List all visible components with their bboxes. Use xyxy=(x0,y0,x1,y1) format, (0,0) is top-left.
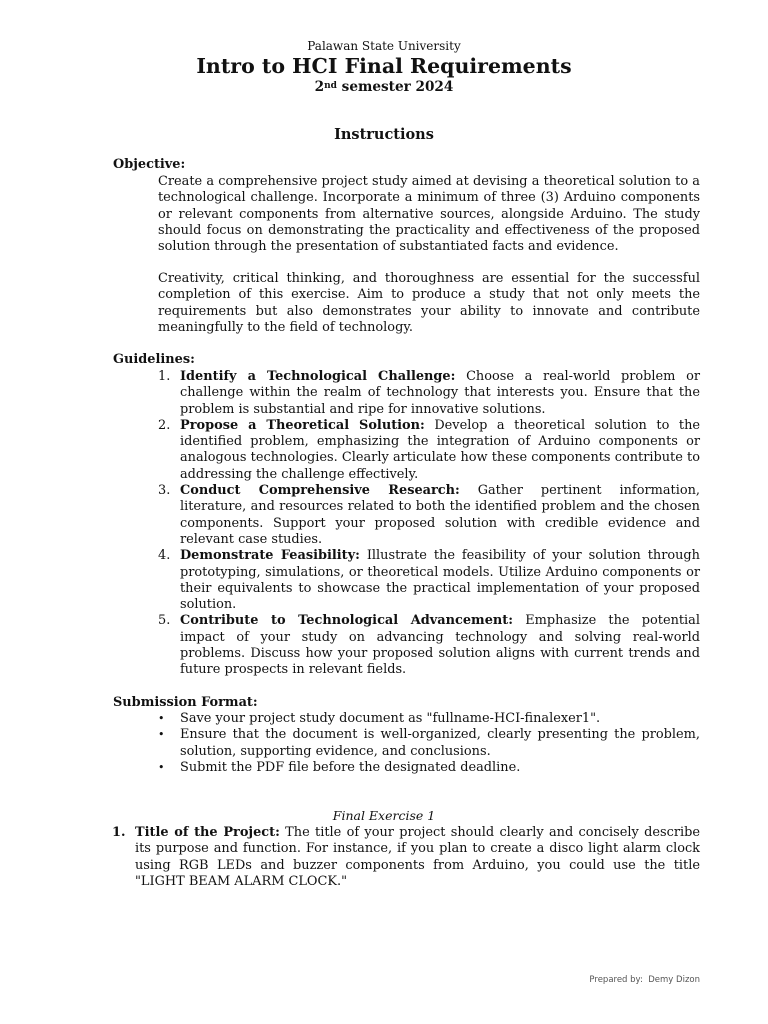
objective-paragraph-2: Creativity, critical thinking, and thoroughness are essential for the successful completion of this exercise. Aim to produce a study that not only meets the requirements but also demonstrates your ability to innovate and contribute meaningfully to the field of technology. xyxy=(158,271,700,335)
document-title: Intro to HCI Final Requirements xyxy=(196,54,572,78)
guideline-text: Develop a theoretical solution to the identified problem, emphasizing the integration of Arduino components or analogous technologies. Clearly articulate how these components contribute to addressing the challenge effectively. xyxy=(180,417,700,482)
objective-label: Objective: xyxy=(113,157,186,172)
submission-list xyxy=(158,711,700,776)
submission-label: Submission Format: xyxy=(113,695,258,710)
final-exercise-item-number: 1. xyxy=(112,825,126,840)
guidelines-label: Guidelines: xyxy=(113,352,195,367)
guideline-title: Demonstrate Feasibility: xyxy=(180,548,360,564)
final-exercise-item-title: Title of the Project: xyxy=(135,825,280,840)
guideline-item xyxy=(158,483,700,548)
guideline-number: 3. xyxy=(158,483,171,499)
semester-suffix: nd xyxy=(324,81,337,91)
submission-text: Submit the PDF file before the designated deadline. xyxy=(180,759,521,775)
instructions-heading: Instructions xyxy=(334,126,434,143)
final-exercise-item-text: The title of your project should clearly and concisely describe its purpose and function. For instance, if you plan to create a disco light alarm clock using RGB LEDs and buzzer components from Arduino, you could use the title "LIGHT BEAM ALARM CLOCK." xyxy=(135,825,701,889)
guideline-title: Conduct Comprehensive Research: xyxy=(180,483,460,499)
guideline-title: Identify a Technological Challenge: xyxy=(180,369,456,384)
submission-text: Ensure that the document is well-organized, clearly presenting the problem, solution, supporting evidence, and conclusions. xyxy=(180,727,700,759)
bullet-icon: • xyxy=(158,712,165,725)
university-name: Palawan State University xyxy=(307,39,461,53)
submission-item xyxy=(158,759,700,776)
prepared-by xyxy=(589,975,700,985)
semester-ordinal: 2 xyxy=(314,79,325,95)
bullet-icon: • xyxy=(158,728,165,742)
submission-item xyxy=(158,711,700,727)
submission-item xyxy=(158,727,700,760)
guideline-item xyxy=(158,369,700,418)
guideline-text: Emphasize the potential impact of your study on advancing technology and solving real-world problems. Discuss how your proposed solution aligns with current trends and future prospects in relevant fields. xyxy=(180,613,700,678)
guideline-number: 1. xyxy=(158,369,171,384)
guideline-number: 5. xyxy=(158,613,171,629)
guideline-item xyxy=(158,548,700,613)
guideline-text: Choose a real-world problem or challenge within the realm of technology that interests you. Ensure that the problem is substantial and ripe for innovative solutions. xyxy=(180,369,700,417)
semester-rest: semester 2024 xyxy=(336,79,454,95)
final-exercise-item xyxy=(135,825,700,890)
submission-text: Save your project study document as "fullname-HCI-finalexer1". xyxy=(180,711,601,726)
guideline-number: 2. xyxy=(158,417,171,433)
objective-paragraph-1: Create a comprehensive project study aimed at devising a theoretical solution to a technological challenge. Incorporate a minimum of three (3) Arduino components or relevant components from alternative sources, alongside Arduino. The study should focus on demonstrating the practicality and effectiveness of the proposed solution through the presentation of substantiated facts and evidence. xyxy=(158,174,700,255)
prepared-name: Demy Dizon xyxy=(648,975,700,985)
guideline-title: Propose a Theoretical Solution: xyxy=(180,417,425,433)
guideline-text: Gather pertinent information, literature, and resources related to both the identified problem and the chosen components. Support your proposed solution with credible evidence and relevant case studies. xyxy=(180,483,700,547)
guideline-text: Illustrate the feasibility of your solution through prototyping, simulations, or theoretical models. Utilize Arduino components or their equivalents to showcase the practical implementation of your proposed solution. xyxy=(180,548,700,613)
guideline-item xyxy=(158,613,700,678)
semester-line xyxy=(0,78,768,96)
guideline-item xyxy=(158,417,700,483)
guideline-number: 4. xyxy=(158,548,171,564)
prepared-label: Prepared by: xyxy=(589,975,643,985)
guideline-title: Contribute to Technological Advancement: xyxy=(180,613,513,629)
guidelines-list xyxy=(158,369,700,679)
bullet-icon: • xyxy=(158,760,165,774)
final-exercise-heading: Final Exercise 1 xyxy=(332,808,436,823)
